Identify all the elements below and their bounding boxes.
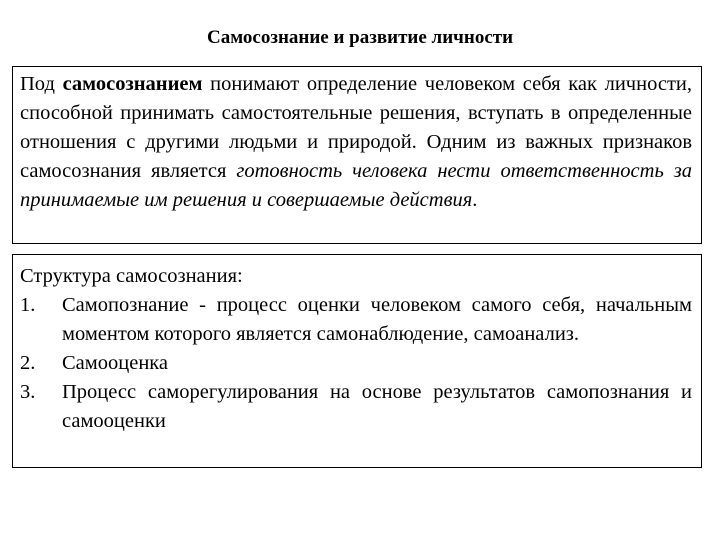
definition-emphasis: готовность человека нести ответственность за принимаемые им решения и совершаемые действия: [20, 160, 692, 211]
structure-list: [20, 291, 692, 436]
definition-lead: Под: [20, 73, 63, 95]
structure-heading: Структура самосознания:: [20, 265, 243, 287]
list-item: [20, 291, 692, 349]
list-item-text: Самопознание - процесс оценки человеком самого себя, начальным моментом которого является самонаблюдение, самоанализ.: [62, 294, 692, 345]
definition-end: .: [472, 189, 478, 211]
definition-body: понимают определение человеком себя как личности, способной принимать самостоятельные решения, вступать в определенные отношения с другими людьми и природой. Одним из важных признаков самосознания является: [20, 73, 692, 182]
definition-term: самосознанием: [62, 73, 203, 95]
list-item-number: 1.: [20, 294, 36, 316]
list-item-number: 2.: [20, 352, 36, 374]
list-item-text: Процесс саморегулирования на основе результатов самопознания и самооценки: [62, 381, 692, 432]
list-item-text: Самооценка: [62, 352, 169, 374]
list-item-number: 3.: [20, 381, 36, 403]
page-title: Самосознание и развитие личности: [206, 27, 514, 48]
list-item: [20, 378, 692, 436]
list-item: [20, 349, 692, 378]
definition-paragraph: [20, 70, 692, 215]
